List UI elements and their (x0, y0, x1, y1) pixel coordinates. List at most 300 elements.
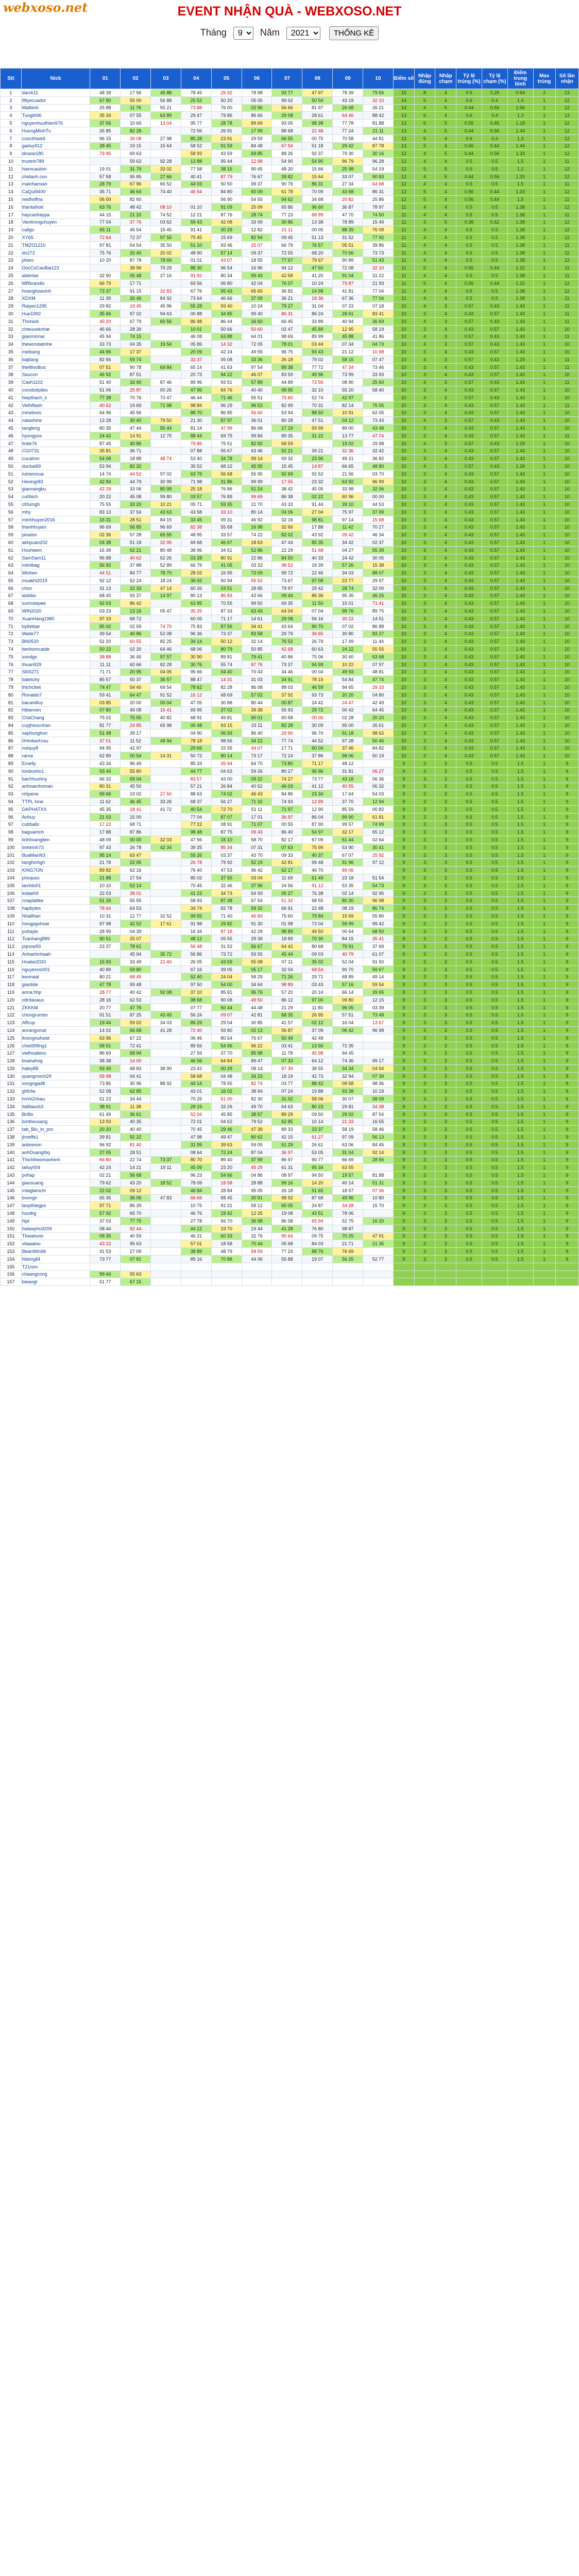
nick-link[interactable]: minhhuyen2016 (21, 516, 90, 523)
nick-link[interactable]: baletuhy (21, 676, 90, 684)
nick-link[interactable]: alobbo (21, 592, 90, 600)
nick-link[interactable]: tonbooho1 (21, 767, 90, 775)
nick-link[interactable]: haycaohaypa (21, 211, 90, 218)
stat-cell: 3 (414, 516, 435, 523)
nick-link[interactable]: muakhi2019 (21, 577, 90, 585)
nick-link[interactable]: surinslepee (21, 600, 90, 607)
stat-cell: 10 (393, 363, 414, 371)
nick-link[interactable]: tintie76 (21, 439, 90, 447)
stat-cell: 9 (393, 1072, 414, 1080)
day-pick-cell: 40 62 (121, 554, 151, 562)
nick-link[interactable]: hiemcaulion (21, 165, 90, 173)
day-pick-cell: 45 20 (90, 317, 121, 325)
day-pick-cell: 69 35 (272, 600, 302, 607)
rank-cell: 135 (1, 1110, 22, 1118)
nick-link[interactable]: hoanghoavinh (21, 287, 90, 295)
nick-link[interactable]: Matbinh (21, 104, 90, 112)
nick-link[interactable]: pharo (21, 257, 90, 264)
stat-cell (393, 1263, 414, 1270)
nick-link[interactable]: chidanh.con (21, 173, 90, 180)
stat-cell: 1 (533, 455, 555, 463)
nick-link[interactable]: quangmoch29 (21, 1072, 90, 1080)
stat-cell: 3 (435, 912, 456, 920)
stat-cell: 1.5 (507, 851, 533, 859)
stat-cell: 0.5 (456, 1072, 482, 1080)
nick-link[interactable]: giaovangbu (21, 485, 90, 493)
day-pick-cell: 90 01 (242, 714, 272, 722)
nick-link[interactable]: thuan929 (21, 660, 90, 668)
nick-link[interactable]: nedhoffna (21, 196, 90, 204)
stat-cell: 1.43 (507, 539, 533, 547)
nick-link[interactable]: gianbile (21, 981, 90, 989)
day-pick-cell: 89 75 (363, 607, 394, 615)
nick-link[interactable]: cuyjhoucnhan (21, 722, 90, 730)
day-pick-cell: 47 44 (121, 425, 151, 432)
stat-cell: 10 (393, 584, 414, 592)
stat-cell: 0.5 (482, 996, 507, 1004)
nick-link[interactable]: pqnow93 (21, 943, 90, 951)
stat-cell: 9 (393, 882, 414, 889)
nick-link[interactable]: hmhi2nhau (21, 1095, 90, 1103)
nick-link[interactable]: gaduy912 (21, 142, 90, 150)
nick-link[interactable]: ghfcfw (21, 1088, 90, 1095)
nick-link[interactable]: Hoabe2020 (21, 958, 90, 965)
stat-cell: 0.57 (482, 447, 507, 455)
day-pick-cell: 62 16 (121, 867, 151, 874)
day-pick-cell: 15 41 (151, 706, 181, 714)
nick-link[interactable]: Brilllo (21, 1110, 90, 1118)
stat-cell (555, 1263, 578, 1270)
nick-link[interactable]: dinase180 (21, 150, 90, 158)
nick-link[interactable]: Vethiflash (21, 401, 90, 409)
nick-link[interactable]: giaominnai (21, 333, 90, 341)
nick-link[interactable]: anbrenon (21, 1141, 90, 1148)
stat-cell: 0.57 (482, 478, 507, 485)
day-pick-cell: 58 68 (181, 1072, 211, 1080)
day-pick-cell: 38 15 (211, 165, 242, 173)
day-pick-cell: 65 14 (181, 363, 211, 371)
stat-cell: 1 (533, 333, 555, 341)
nick-link[interactable]: mimibag (21, 562, 90, 569)
year-select[interactable] (286, 27, 320, 40)
stat-cell: 9 (555, 798, 578, 806)
day-pick-cell: 35 25 (181, 607, 211, 615)
nick-link[interactable]: Anhanhnhaah (21, 951, 90, 958)
nick-link[interactable]: bieangt (21, 1278, 90, 1286)
stat-cell: 1 (533, 447, 555, 455)
day-pick-cell: 52 14 (121, 882, 151, 889)
nick-link[interactable]: Nhatlhan (21, 912, 90, 920)
nick-link[interactable]: fiftyecuador (21, 96, 90, 104)
month-select[interactable] (233, 27, 253, 40)
stat-cell (555, 1270, 578, 1278)
nick-link[interactable]: anhDuangIbq (21, 1148, 90, 1156)
stat-cell: 0.5 (482, 1126, 507, 1133)
day-pick-cell: 59 74 (121, 355, 151, 363)
nick-link[interactable]: Sl00271 (21, 668, 90, 676)
day-pick-cell: 68 91 (181, 714, 211, 722)
nick-link[interactable]: sondgs (21, 653, 90, 660)
stat-cell: 3 (414, 1156, 435, 1164)
nick-link[interactable]: ct0umgh (21, 501, 90, 509)
nick-link[interactable]: lamhlo01 (21, 882, 90, 889)
day-pick-cell: 32 46 (211, 882, 242, 889)
stat-cell: 0.57 (456, 379, 482, 386)
nick-link[interactable]: KING7ON (21, 867, 90, 874)
day-pick-cell: 42 97 (333, 394, 363, 401)
nick-link[interactable]: ottrdaoaus (21, 996, 90, 1004)
nick-link[interactable]: nguyenno001 (21, 965, 90, 973)
nick-link[interactable]: byttettae (21, 622, 90, 630)
nick-link[interactable]: WIN2020 (21, 607, 90, 615)
stat-cell: 0.43 (456, 706, 482, 714)
nick-link[interactable]: thantaihoti (21, 203, 90, 211)
nick-link[interactable]: tab_Blu_ln_pro (21, 1126, 90, 1133)
stat-cell: 1 (533, 150, 555, 158)
day-pick-cell (151, 150, 181, 158)
day-pick-cell (151, 767, 181, 775)
stats-button[interactable]: THỐNG KÊ (329, 26, 379, 40)
nick-link[interactable]: Hue1992 (21, 310, 90, 318)
nick-link[interactable]: CaQui9400 (21, 188, 90, 196)
nick-link[interactable]: Emelly (21, 760, 90, 768)
day-pick-cell: 32 10 (363, 96, 394, 104)
day-pick-cell: 29 82 (211, 920, 242, 927)
nick-link[interactable]: thanhhuyen (21, 523, 90, 531)
nick-link[interactable]: ItaMaxx63 (21, 1103, 90, 1110)
stat-cell: 1 (533, 996, 555, 1004)
nick-link[interactable]: nguyenhuuthien976 (21, 120, 90, 127)
stat-cell: 4 (414, 158, 435, 165)
stat-cell: 10 (393, 493, 414, 501)
nick-link[interactable]: lanpthiegpo (21, 1202, 90, 1210)
nick-link[interactable]: MRbrandis (21, 279, 90, 287)
day-pick-cell: 25 18 (181, 485, 211, 493)
day-pick-cell: 24 47 (333, 699, 363, 706)
nick-link[interactable]: ltnongnuhsiet (21, 1034, 90, 1042)
stat-cell: 6 (414, 112, 435, 120)
stat-cell: 3 (414, 790, 435, 798)
nick-link[interactable]: phoquoc (21, 874, 90, 882)
nick-link[interactable]: Npt (21, 1217, 90, 1225)
nick-link[interactable]: meibang (21, 348, 90, 356)
stat-cell: 11 (555, 432, 578, 439)
day-pick-cell: 62 26 (151, 554, 181, 562)
day-pick-cell: 29 19 (181, 1103, 211, 1110)
rank-cell: 62 (1, 554, 22, 562)
day-pick-cell: 37 09 (302, 1027, 333, 1035)
nick-link[interactable]: ChaChang (21, 714, 90, 722)
nick-link[interactable]: bacaniifuy (21, 699, 90, 706)
stat-cell: 3 (414, 1027, 435, 1035)
nick-link[interactable]: bachhuxhny (21, 775, 90, 783)
nick-link[interactable]: Thichtheomanhinh (21, 1156, 90, 1164)
nick-link[interactable]: nalashine (21, 417, 90, 425)
stat-cell: 1.43 (507, 737, 533, 744)
nick-link[interactable]: TMZO1210 (21, 241, 90, 249)
day-pick-cell: 52 75 (333, 1217, 363, 1225)
nick-link[interactable]: DAPHATXX (21, 805, 90, 813)
stat-cell: 11 (555, 196, 578, 204)
stat-cell: 4 (435, 706, 456, 714)
table-row (1, 981, 579, 989)
stat-cell: 9 (555, 1232, 578, 1240)
nick-link[interactable]: bmtheusang (21, 1118, 90, 1126)
nick-link[interactable]: akhpuan202 (21, 539, 90, 547)
nick-link[interactable]: thewondatinhe (21, 341, 90, 348)
day-pick-cell: 16 02 (211, 1088, 242, 1095)
nick-link[interactable]: XY65 (21, 234, 90, 242)
rank-cell: 119 (1, 989, 22, 996)
day-pick-cell: 98 89 (272, 927, 302, 935)
nick-link[interactable]: Waite77 (21, 630, 90, 638)
nick-link[interactable]: XDXM (21, 295, 90, 302)
nick-link[interactable]: T21non (21, 1263, 90, 1270)
nick-link[interactable]: BN0520 (21, 638, 90, 646)
day-pick-cell: 98 89 (272, 981, 302, 989)
nick-link[interactable]: chaangcong (21, 1270, 90, 1278)
day-pick-cell: 39 94 (211, 760, 242, 768)
nick-link[interactable]: Minhen (21, 569, 90, 577)
nick-link[interactable]: 0HmbwXnsu (21, 737, 90, 744)
nick-link[interactable]: dn272 (21, 249, 90, 257)
nick-link[interactable]: viethoalienc (21, 1049, 90, 1057)
stat-cell: 3 (414, 722, 435, 730)
nick-link[interactable]: Ronaldo7 (21, 691, 90, 699)
table-row (1, 333, 579, 341)
stat-cell: 0.5 (482, 821, 507, 828)
table-row (1, 699, 579, 706)
stat-cell: 0.5 (456, 1042, 482, 1049)
nick-link[interactable]: lailuy004 (21, 1164, 90, 1172)
nick-link[interactable]: pvbayle (21, 927, 90, 935)
day-pick-cell: 23 91 (211, 134, 242, 142)
stat-cell: 4 (435, 714, 456, 722)
nick-link[interactable]: jhneffe1 (21, 1133, 90, 1141)
stat-cell: 1.5 (507, 1232, 533, 1240)
nick-link[interactable]: Hoxheem (21, 546, 90, 554)
nick-link[interactable]: ducbai99 (21, 463, 90, 470)
nick-link[interactable]: haley88 (21, 1065, 90, 1073)
nick-link[interactable]: bvongn (21, 1194, 90, 1202)
nick-link[interactable]: Anhuy (21, 813, 90, 821)
nick-link[interactable]: Saucon (21, 371, 90, 379)
nick-link[interactable]: baguamnh (21, 828, 90, 836)
day-pick-cell: 76 52 (272, 638, 302, 646)
nick-link[interactable]: giaosuang (21, 1179, 90, 1187)
day-pick-cell: 22 86 (242, 554, 272, 562)
nick-link[interactable]: cuocthiwed (21, 134, 90, 142)
day-pick-cell: 37 09 (242, 295, 272, 302)
nick-link[interactable]: saphunghon (21, 729, 90, 737)
stat-cell: 10 (393, 485, 414, 493)
day-pick-cell: 79 45 (181, 234, 211, 242)
nick-link[interactable]: Affcup (21, 1019, 90, 1027)
nick-link[interactable]: chon (21, 584, 90, 592)
nick-link[interactable]: rarna (21, 752, 90, 760)
nick-link[interactable]: tienhomcaide (21, 646, 90, 653)
nick-link[interactable]: hiepthach_ii (21, 394, 90, 401)
nick-link[interactable]: cubballs (21, 821, 90, 828)
nick-link[interactable]: pvhap (21, 1172, 90, 1179)
stat-cell: 11 (555, 310, 578, 318)
stat-cell: 0.5 (482, 760, 507, 768)
nick-link[interactable]: mtaglamchi (21, 1187, 90, 1194)
stat-cell: 1.5 (507, 973, 533, 981)
stat-cell: 4 (414, 203, 435, 211)
stat-cell: 10 (393, 562, 414, 569)
nick-link[interactable]: pinaiso (21, 531, 90, 539)
rank-cell: 21 (1, 241, 22, 249)
table-row (1, 912, 579, 920)
nick-link[interactable]: tangleng (21, 425, 90, 432)
stat-cell: 1 (533, 843, 555, 851)
nick-link[interactable]: SamSam11 (21, 554, 90, 562)
nick-link[interactable]: thelitlvolbuc (21, 363, 90, 371)
stat-cell: 9 (555, 920, 578, 927)
nick-link[interactable]: DocCoCauBai123 (21, 264, 90, 272)
nick-link[interactable]: hyongyos (21, 432, 90, 439)
nick-link[interactable]: bajtlang (21, 355, 90, 363)
table-row (1, 653, 579, 660)
nick-link[interactable]: tinhhoanglien (21, 836, 90, 844)
nick-link[interactable]: minelovis (21, 409, 90, 417)
stat-cell: 0.43 (456, 539, 482, 547)
day-pick-cell: 09 50 (302, 1110, 333, 1118)
stat-cell: 4 (435, 363, 456, 371)
nick-link[interactable]: anhnamhoman (21, 783, 90, 790)
day-pick-cell: 70 25 (181, 1095, 211, 1103)
day-pick-cell: 58 40 (363, 386, 394, 394)
nick-link[interactable]: Tungth96 (21, 112, 90, 120)
rank-cell: 127 (1, 1049, 22, 1057)
nick-link[interactable]: tanghinhgh (21, 859, 90, 867)
nick-link[interactable]: TTPL.hine (21, 798, 90, 806)
nick-link[interactable]: hbkingll4 (21, 1255, 90, 1263)
nick-link[interactable]: conxbotpiles (21, 386, 90, 394)
nick-link[interactable]: hapbytes (21, 905, 90, 912)
day-pick-cell: 37 96 (242, 882, 272, 889)
day-pick-cell: 02 59 (121, 622, 151, 630)
nick-link[interactable]: ZKKKM (21, 1004, 90, 1011)
day-pick-cell: 18 41 (121, 805, 151, 813)
stat-cell: 4 (435, 425, 456, 432)
nick-link[interactable]: huutbg (21, 1210, 90, 1217)
day-pick-cell: 00 64 (333, 927, 363, 935)
day-pick-cell: 09 42 (333, 531, 363, 539)
nick-link[interactable]: BuaManN3 (21, 851, 90, 859)
day-pick-cell: 51 22 (90, 1095, 121, 1103)
table-row (1, 1103, 579, 1110)
stat-cell: 1 (533, 630, 555, 638)
nick-link[interactable]: anrangsmal (21, 1027, 90, 1035)
stat-cell: 0.43 (456, 660, 482, 668)
nick-link[interactable]: XuanHang1980 (21, 615, 90, 622)
stat-cell: 11 (555, 272, 578, 280)
nick-link[interactable]: abiertas (21, 272, 90, 280)
nick-link[interactable]: noiquy8 (21, 744, 90, 752)
rank-cell: 36 (1, 355, 22, 363)
stat-cell: 0.5 (482, 249, 507, 257)
day-pick-cell: 17 55 (272, 478, 302, 485)
rank-cell: 43 (1, 409, 22, 417)
day-pick-cell: 36 98 (242, 1217, 272, 1225)
nick-link[interactable]: CG0731 (21, 447, 90, 455)
stat-cell: 3 (414, 767, 435, 775)
nick-link[interactable]: Cash1102 (21, 379, 90, 386)
day-pick-cell: 85 02 (181, 874, 211, 882)
day-pick-cell: 70 43 (242, 668, 272, 676)
day-pick-cell: 42 97 (121, 744, 151, 752)
nick-link[interactable]: mhy (21, 508, 90, 516)
nick-link[interactable]: cu0bich (21, 493, 90, 501)
nick-link[interactable]: mainhanvan (21, 180, 90, 188)
day-pick-cell: 28 02 (181, 569, 211, 577)
nick-link[interactable]: Tbwatsoto (21, 1232, 90, 1240)
day-pick-cell: 55 08 (242, 958, 272, 965)
table-row (1, 1255, 579, 1263)
day-pick-cell: 84 15 (333, 935, 363, 943)
nick-link[interactable]: truotnh789 (21, 158, 90, 165)
stat-cell: 4 (414, 379, 435, 386)
day-pick-cell: 42 49 (363, 699, 394, 706)
day-pick-cell: 42 15 (272, 1133, 302, 1141)
nick-link[interactable]: thichcliwt (21, 684, 90, 691)
nick-link[interactable]: darck11 (21, 89, 90, 97)
nick-link[interactable]: htbanven (21, 706, 90, 714)
stat-cell: 3 (435, 379, 456, 386)
nick-link[interactable]: kevinaal (21, 973, 90, 981)
day-pick-cell: 25 07 (121, 935, 151, 943)
stat-cell: 1.5 (507, 943, 533, 951)
stat-cell: 0.5 (456, 828, 482, 836)
nick-link[interactable]: lodaeh9 (21, 889, 90, 897)
nick-link[interactable]: callgo (21, 226, 90, 234)
day-pick-cell: 47 14 (151, 584, 181, 592)
nick-link[interactable]: vitaaaloo (21, 1240, 90, 1248)
day-pick-cell: 66 79 (90, 279, 121, 287)
nick-link[interactable]: Tcanhang889 (21, 935, 90, 943)
nick-link[interactable]: Hevingr83 (21, 478, 90, 485)
nick-link[interactable]: Raiyen1295 (21, 302, 90, 310)
day-pick-cell: 99 55 (181, 912, 211, 920)
nick-link[interactable]: Vamtrongchuyen (21, 218, 90, 226)
nick-link[interactable]: nnaplattke (21, 897, 90, 905)
nick-link[interactable]: HuongMinhTu (21, 127, 90, 134)
nick-link[interactable]: nhipene (21, 790, 90, 798)
nick-link[interactable]: chieuunknhat (21, 325, 90, 333)
day-pick-cell: 02 64 (363, 836, 394, 844)
day-pick-cell: 19 08 (272, 1210, 302, 1217)
nick-link[interactable]: chongrumbo (21, 1011, 90, 1019)
nick-link[interactable]: anna.hhp (21, 989, 90, 996)
nick-link[interactable]: hwlaxphu9209 (21, 1225, 90, 1232)
nick-link[interactable]: songngad8 (21, 1080, 90, 1088)
nick-link[interactable]: tuinemnua (21, 470, 90, 478)
nick-link[interactable]: cucalron (21, 455, 90, 463)
nick-link[interactable]: chist999ng1 (21, 1042, 90, 1049)
day-pick-cell: 93 46 (211, 241, 242, 249)
site-logo[interactable]: webxoso.net (3, 0, 88, 15)
nick-link[interactable]: tinhtrinh73 (21, 843, 90, 851)
stat-cell: 0.5 (456, 897, 482, 905)
nick-link[interactable]: Thoniob (21, 317, 90, 325)
day-pick-cell (151, 882, 181, 889)
nick-link[interactable]: bnahahog (21, 1057, 90, 1065)
nick-link[interactable]: hongpgohoat (21, 920, 90, 927)
nick-link[interactable]: BeanWin96 (21, 1248, 90, 1256)
stat-cell: 0.5 (456, 989, 482, 996)
